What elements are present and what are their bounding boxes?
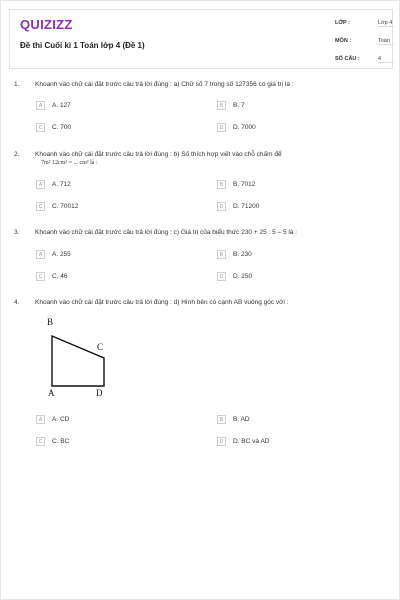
option-a[interactable] [36,180,186,190]
option-a[interactable] [36,250,186,260]
vertex-label-c: C [97,342,104,352]
option-b[interactable] [217,415,367,425]
option-text: A. 127 [52,102,71,109]
meta-value: Lớp 4 [378,20,393,26]
option-d[interactable] [217,272,367,282]
option-a[interactable] [36,101,186,111]
option-text: A. 255 [52,251,71,258]
option-b[interactable] [217,101,367,111]
meta-value: Toán [378,38,394,45]
option-c[interactable] [36,123,186,133]
option-a[interactable] [36,415,186,425]
option-letter-box[interactable]: A [36,250,45,259]
option-text: A. CD [52,416,70,423]
vertex-label-d: D [96,388,103,398]
worksheet-title: Đề thi Cuối kì 1 Toán lớp 4 (Đề 1) [20,41,145,50]
option-text: C. BC [52,438,70,445]
quizizz-logo: QUIZIZZ [20,17,73,32]
option-letter-box[interactable]: D [217,437,226,446]
worksheet-header [9,9,393,69]
option-letter-box[interactable]: A [36,415,45,424]
meta-key: SỐ CÂU : [335,56,360,62]
option-letter-box[interactable]: D [217,202,226,211]
option-c[interactable] [36,437,186,447]
question-text: Khoanh vào chữ cái đặt trước câu trả lời đúng : c) Giá trị của biểu thức 230 + 25 : 5 – 5 là : [35,229,298,236]
option-text: C. 700 [52,124,72,131]
option-letter-box[interactable]: B [217,250,226,259]
question-number: 2. [14,151,20,158]
option-d[interactable] [217,123,367,133]
option-letter-box[interactable]: D [217,123,226,132]
option-letter-box[interactable]: A [36,101,45,110]
option-letter-box[interactable]: B [217,415,226,424]
question-number: 1. [14,81,20,88]
option-letter-box[interactable]: C [36,272,45,281]
option-letter-box[interactable]: C [36,437,45,446]
option-text: B. AD [233,416,250,423]
option-text: C. 46 [52,273,68,280]
option-letter-box[interactable]: B [217,180,226,189]
option-letter-box[interactable]: D [217,272,226,281]
option-d[interactable] [217,437,367,447]
option-text: B. 230 [233,251,252,258]
option-text: D. BC và AD [233,438,270,445]
option-letter-box[interactable]: C [36,123,45,132]
option-text: D. 250 [233,273,253,280]
option-b[interactable] [217,180,367,190]
option-letter-box[interactable]: A [36,180,45,189]
option-letter-box[interactable]: B [217,101,226,110]
vertex-label-b: B [47,317,54,327]
meta-value: 4 [378,56,394,63]
option-b[interactable] [217,250,367,260]
question-number: 4. [14,299,20,306]
question-text: Khoanh vào chữ cái đặt trước câu trả lời đúng : b) Số thích hợp viết vào chỗ chấm để [35,151,282,158]
option-text: B. 7 [233,102,245,109]
option-text: A. 712 [52,181,71,188]
option-letter-box[interactable]: C [36,202,45,211]
option-text: D. 71200 [233,203,260,210]
option-d[interactable] [217,202,367,212]
option-c[interactable] [36,202,186,212]
meta-key: MÔN : [335,38,352,44]
meta-key: LỚP : [335,20,350,26]
trapezoid-figure [39,316,119,406]
option-c[interactable] [36,272,186,282]
vertex-label-a: A [48,388,55,398]
fill-in-expression: 7m² 12cm² = ... cm² là : [41,160,98,166]
question-text: Khoanh vào chữ cái đặt trước câu trả lời đúng : d) Hình bên có cạnh AB vuông góc với : [35,299,289,306]
option-text: C. 70012 [52,203,79,210]
question-number: 3. [14,229,20,236]
question-text: Khoanh vào chữ cái đặt trước câu trả lời đúng : a) Chữ số 7 trong số 127356 có giá trị là : [35,81,294,88]
option-text: B. 7012 [233,181,256,188]
option-text: D. 7000 [233,124,256,131]
